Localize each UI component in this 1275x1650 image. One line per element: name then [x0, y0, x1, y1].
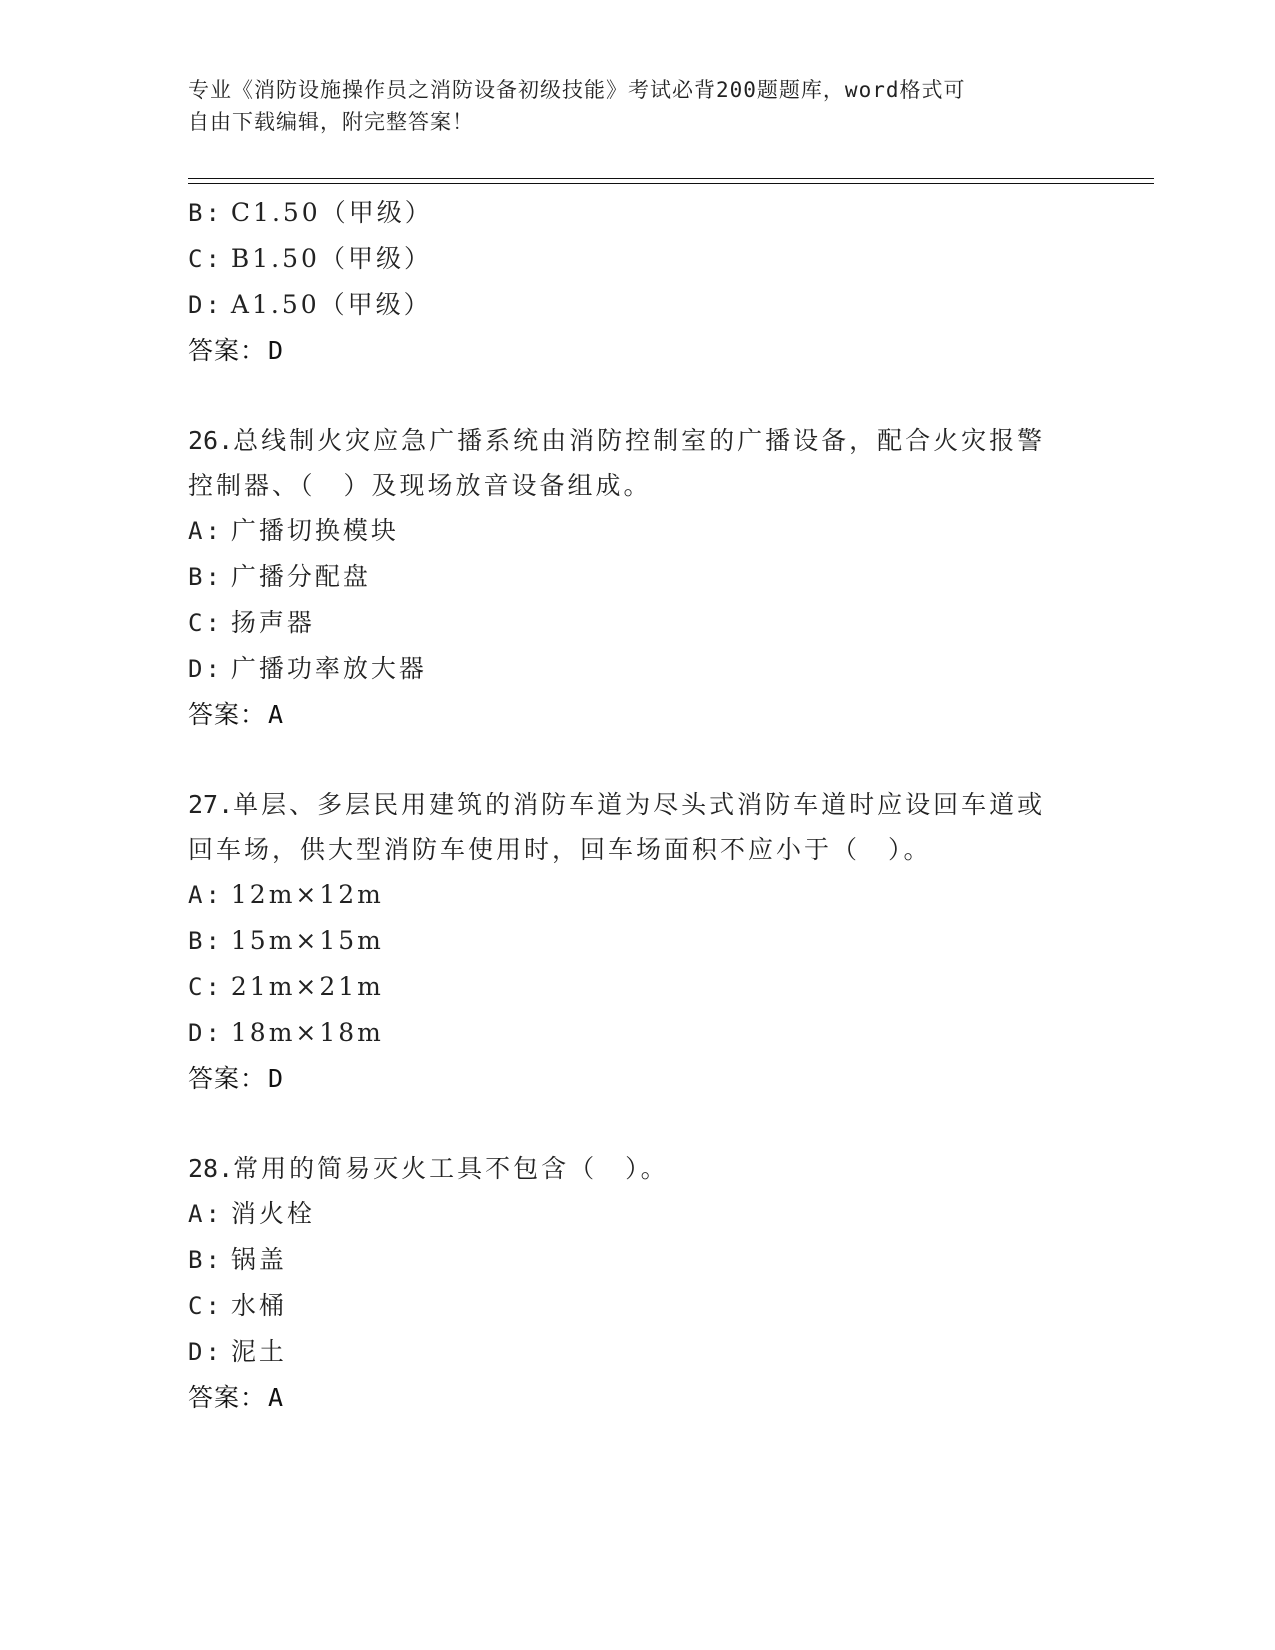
- option-text: 消火栓: [230, 1199, 315, 1228]
- option-text: 锅盖: [230, 1245, 287, 1274]
- option-key: D:: [188, 1019, 223, 1047]
- question-25-continued: [188, 190, 1148, 374]
- option-row: [188, 1237, 1148, 1283]
- option-key: B:: [188, 199, 223, 227]
- option-text: 水桶: [230, 1291, 287, 1320]
- option-key: C:: [188, 245, 223, 273]
- option-key: C:: [188, 609, 223, 637]
- option-row: [188, 554, 1148, 600]
- header-line-2: 自由下载编辑，附完整答案！: [188, 110, 474, 134]
- question-number: 26.: [188, 426, 234, 455]
- option-row: [188, 1191, 1148, 1237]
- answer-row: [188, 1056, 1148, 1102]
- answer-row: [188, 328, 1148, 374]
- option-row: [188, 1010, 1148, 1056]
- header-rule-top: [188, 178, 1154, 179]
- option-row: [188, 282, 1148, 328]
- question-stem-line: 回车场，供大型消防车使用时，回车场面积不应小于（ ）。: [188, 835, 932, 864]
- answer-label: 答案：: [188, 336, 267, 365]
- option-text: 21m×21m: [230, 972, 384, 1001]
- header-line-1: 专业《消防设施操作员之消防设备初级技能》考试必背200题题库，word格式可: [188, 78, 966, 102]
- option-key: B:: [188, 927, 223, 955]
- option-row: [188, 964, 1148, 1010]
- option-key: B:: [188, 1246, 223, 1274]
- question-text: 总线制火灾应急广播系统由消防控制室的广播设备，配合火灾报警: [233, 426, 1046, 455]
- option-key: D:: [188, 291, 223, 319]
- question-number: 27.: [188, 790, 234, 819]
- answer-label: 答案：: [188, 1383, 267, 1412]
- document-body: [188, 190, 1148, 1421]
- option-row: [188, 1329, 1148, 1375]
- answer-value: A: [268, 700, 285, 729]
- question-stem-line: [188, 418, 1148, 463]
- answer-row: [188, 692, 1148, 738]
- answer-label: 答案：: [188, 700, 267, 729]
- option-row: [188, 872, 1148, 918]
- question-27: [188, 782, 1148, 1102]
- option-text: 扬声器: [230, 608, 315, 637]
- option-key: A:: [188, 881, 223, 909]
- document-header: [188, 74, 1088, 138]
- option-row: [188, 646, 1148, 692]
- answer-row: [188, 1375, 1148, 1421]
- option-text: B1.50（甲级）: [230, 244, 432, 273]
- option-key: D:: [188, 1338, 223, 1366]
- option-key: C:: [188, 973, 223, 1001]
- option-text: 18m×18m: [230, 1018, 384, 1047]
- option-row: [188, 190, 1148, 236]
- option-text: C1.50（甲级）: [230, 198, 433, 227]
- option-text: 15m×15m: [230, 926, 384, 955]
- question-stem-line: [188, 782, 1148, 827]
- answer-value: A: [268, 1383, 285, 1412]
- option-row: [188, 918, 1148, 964]
- answer-value: D: [268, 1064, 285, 1093]
- option-text: A1.50（甲级）: [230, 290, 432, 319]
- option-row: [188, 1283, 1148, 1329]
- answer-value: D: [268, 336, 285, 365]
- option-text: 12m×12m: [230, 880, 384, 909]
- question-stem-line: [188, 1146, 1148, 1191]
- option-row: [188, 600, 1148, 646]
- option-row: [188, 236, 1148, 282]
- option-text: 泥土: [230, 1337, 287, 1366]
- option-text: 广播切换模块: [230, 516, 399, 545]
- question-number: 28.: [188, 1154, 234, 1183]
- option-key: B:: [188, 563, 223, 591]
- question-28: [188, 1146, 1148, 1421]
- question-stem-line: 控制器、（ ）及现场放音设备组成。: [188, 471, 652, 500]
- option-text: 广播分配盘: [230, 562, 371, 591]
- question-26: [188, 418, 1148, 738]
- question-text: 单层、多层民用建筑的消防车道为尽头式消防车道时应设回车道或: [233, 790, 1046, 819]
- question-text: 常用的简易灭火工具不包含（ ）。: [233, 1154, 669, 1183]
- option-text: 广播功率放大器: [230, 654, 427, 683]
- option-key: D:: [188, 655, 223, 683]
- header-rule-bottom: [188, 183, 1154, 184]
- answer-label: 答案：: [188, 1064, 267, 1093]
- option-row: [188, 508, 1148, 554]
- option-key: C:: [188, 1292, 223, 1320]
- option-key: A:: [188, 1200, 223, 1228]
- option-key: A:: [188, 517, 223, 545]
